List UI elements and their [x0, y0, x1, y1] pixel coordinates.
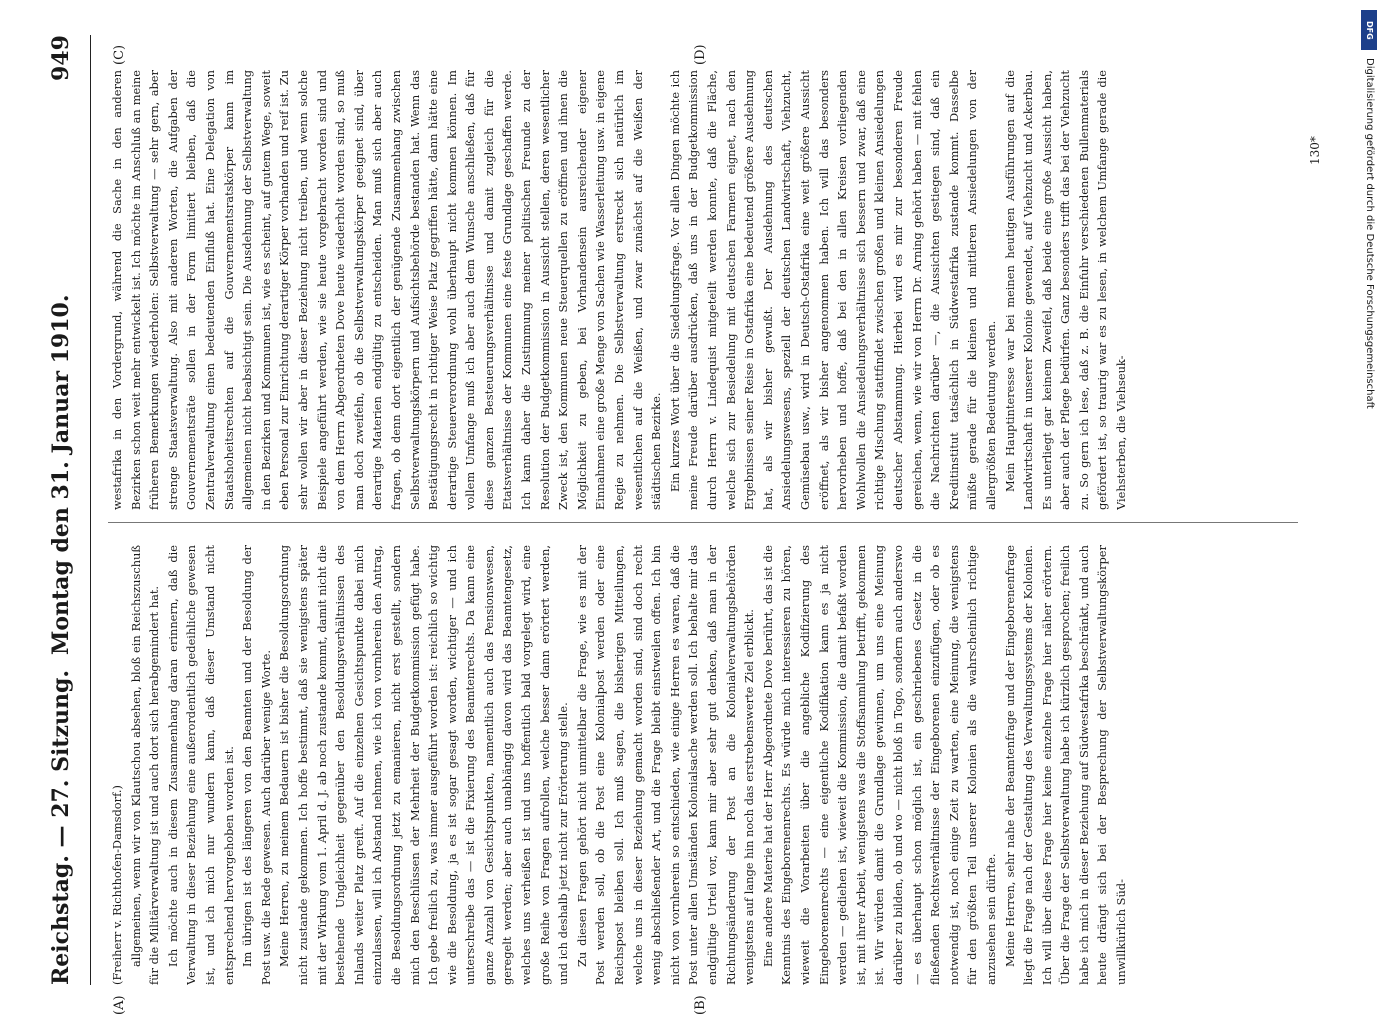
paragraph: Meine Herren, sehr nahe der Beamtenfrage und der Eingeborenenfrage liegt die Frage nach der Gestaltung des Verwaltungssystems der Kolonien. Ich will über diese Frage hier keine einzelne Frage hier näher erörtern. Über die Frage der Selbstverwaltung habe ich kürzlich gesprochen; freilich habe ich mich in dieser Beziehung auf Südwestafrika beschränkt, und auch heute drängt sich bei der Besprechung der Selbstverwaltungskörper unwillkürlich Süd- — [1002, 545, 1129, 985]
rotated-page-content — [38, 35, 1328, 1015]
paragraph: Eine andere Materie hat der Herr Abgeordnete Dove berührt, das ist die Kenntnis des Eingeborenenrechts. Es würde mich interessieren zu hören, wieweit die Vorarbeiten über die angebliche Kodifizierung des Eingeborenenrechts — eine eigentliche Kodifikation kann es ja nicht werden — gediehen ist, wieweit die Kommission, die damit befaßt worden ist, mit ihrer Arbeit, wenigstens was die Stoffsammlung betrifft, gekommen ist. Wir würden damit die Grundlage gewinnen, um uns eine Meinung darüber zu bilden, ob und wo — nicht bloß in Togo, sondern auch anderswo — es überhaupt schon möglich ist, ein geschriebenes Gesetz in die fließenden Rechtsverhältnisse der Eingeborenen einzufügen, oder ob es notwendig ist, noch einige Zeit zu warten, eine Meinung, die wenigstens für den größten Teil unserer Kolonien als die wahrscheinlich richtige anzusehen sein dürfte. — [760, 545, 998, 985]
paragraph: allgemeinen, wenn wir von Klautschou absehen, bloß ein Reichszuschuß für die Militärverwaltung ist und auch dort sich herabgemindert hat. — [128, 545, 162, 985]
footer-mark: 130* — [1308, 136, 1322, 165]
dfg-stamp — [1361, 10, 1377, 990]
left-column — [108, 545, 1298, 985]
paragraph: Mein Hauptinteresse war bei meinen heutigen Ausführungen auf die Landwirtschaft in unserer Kolonie gewendet, auf Viehzucht und Ackerbau. Es unterliegt gar keinem Zweifel, daß beide eine große Aussicht haben, aber auch der Pflege bedürfen. Ganz besonders trifft das bei der Viehzucht zu. So gern ich lese, daß z. B. die Einfuhr verschiedenen Bullenmaterials gefördert ist, so traurig war es zu lesen, in welchem Umfange gerade die Viehsterben, die Viehseuk- — [1002, 70, 1129, 510]
speaker-line: (Freiherr v. Richthofen-Damsdorf.) — [110, 785, 124, 985]
paragraph: Ich möchte auch in diesem Zusammenhang daran erinnern, daß die Verwaltung in dieser Beziehung eine außerordentlich gedeihliche gewesen ist, und ich mich nur wundern kann, daß dieser Umstand nicht entsprechend hervorgehoben worden ist. — [165, 545, 236, 985]
paragraph: Meine Herren, zu meinem Bedauern ist bisher die Besoldungsordnung nicht zustande gekommen. Ich hoffe bestimmt, daß sie wenigstens später mit der Wirkung vom 1. April d. J. ab noch zustande kommt, damit nicht die bestehende Ungleichheit gegenüber den Besoldungsverhältnissen des Inlands weiter Platz greift. Auf die einzelnen Gesichtspunkte dabei mich einzulassen, will ich Abstand nehmen, wie ich von vornherein den Antrag, die Besoldungsordnung jetzt zu emanieren, nicht erst gestellt, sondern mich den Beschlüssen der Mehrheit der Budgetkommission gefügt habe. Ich gebe freilich zu, was immer ausgeführt worden ist: reichlich so wichtig wie die Besoldung, ja es ist sogar gesagt worden, wichtiger — und ich unterschreibe das — ist die Fixierung des Beamtenrechts. Da kann eine ganze Anzahl von Gesichtspunkten, namentlich auch das Pensionswesen, geregelt werden; aber auch unabhängig davon wird das Beamtengesetz, welches uns verheißen ist und uns hoffentlich bald vorgelegt wird, eine große Reihe von Fragen aufrollen, welche besser dann erörtert werden, und ich deshalb jetzt nicht zur Erörterung stelle. — [277, 545, 571, 985]
margin-marker-a: (A) — [112, 995, 127, 1015]
digitization-credit: Digitalisierung gefördert durch die Deutsche Forschungsgemeinschaft — [1364, 58, 1375, 409]
right-column — [108, 70, 1298, 510]
column-divider — [108, 522, 1298, 523]
margin-marker-c: (C) — [112, 44, 127, 65]
paragraph: Zu diesen Fragen gehört nicht unmittelbar die Frage, wie es mit der Post werden soll, ob die Post eine Kolonialpost werden oder eine Reichspost bleiben soll. Ich muß sagen, die bisherigen Mitteilungen, welche uns in dieser Beziehung gemacht worden sind, sind doch recht wenig abschließender Art, und die Frage bleibt einstweilen offen. Ich bin nicht von vornherein so entschieden, wie einige Herren es waren, daß die Post unter allen Umständen Kolonialsache werden soll. Ich behalte mir das endgültige Urteil vor, kann mir aber sehr gut denken, daß man in der Richtungsänderung der Post an die Kolonialverwaltungsbehörden wenigstens auf lange hin noch das erstrebenswerte Ziel erblickt. — [574, 545, 757, 985]
dfg-logo: DFG — [1361, 10, 1377, 50]
paragraph: Im übrigen ist des längeren von den Beamten und der Besoldung der Post usw. die Rede gewesen. Auch darüber wenige Worte. — [240, 545, 273, 985]
header-rule — [90, 35, 91, 985]
paragraph: Ein kurzes Wort über die Siedelungsfrage. Vor allen Dingen möchte ich meine Freude darüber ausdrücken, daß uns in der Budgetkommission durch Herrn v. Lindequist mitgeteilt werden konnte, daß die Fläche, welche sich zur Besiedelung mit deutschen Farmern eignet, nach den Ergebnissen seiner Reise in Ostafrika eine bedeutend größere Ausdehnung hat, als wir bisher gewußt. Der Ausdehnung des deutschen Ansiedelungswesens, speziell der deutschen Landwirtschaft, Viehzucht, Gemüsebau usw., wird in Deutsch-Ostafrika eine weit größere Aussicht eröffnet, als wir bisher angenommen haben. Ich will das besonders hervorheben und hoffe, daß bei den in allen Kreisen vorliegenden Wohlwollen die Ansiedelungsverhältnisse sich bessern und zwar, daß eine richtige Mischung stattfindet zwischen großen und kleinen Ansiedelungen deutscher Abstammung. Hierbei wird es mir zur besonderen Freude gereichen, wenn, wie wir von Herrn Dr. Arning gehört haben — mit fehlen die Nachrichten darüber —, die Aussichten gestiegen sind, daß ein Kreditinstitut tatsächlich in Südwestafrika zustande kommt. Dasselbe müßte gerade für die kleinen und mittleren Ansiedelungen von der allergrößten Bedeutung werden. — [667, 70, 998, 510]
margin-marker-d: (D) — [693, 44, 708, 65]
page-header — [38, 35, 90, 985]
margin-marker-b: (B) — [693, 995, 708, 1015]
header-session: Reichstag. — 27. Sitzung. — [48, 669, 74, 985]
paragraph: westafrika in den Vordergrund, während die Sache in den anderen Bezirken schon weit mehr entwickelt ist. Ich möchte im Anschluß an meine früheren Bemerkungen wiederholen: Selbstverwaltung — sehr gern, aber strenge Staatsverwaltung. Also mit anderen Worten, die Aufgaben der Gouvernementsräte sollen in der Form limitiert bleiben, daß die Zentralverwaltung einen bedeutenden Einfluß hat. Eine Delegation von Staatshoheitsrechten auf die Gouvernementsratskörper kann im allgemeinen nicht beabsichtigt sein. Die Ausdehnung der Selbstverwaltung in den Bezirken und Kommunen ist, wie es scheint, auf gutem Wege, soweit eben Personal zur Einrichtung derartiger Körper vorhanden und reif ist. Zu sehr wollen wir aber in dieser Beziehung nicht treiben, und wenn solche Beispiele angeführt werden, wie sie heute vorgebracht worden sind und von dem Herrn Abgeordneten Dove heute wiederholt worden sind, so muß man doch zweifeln, ob die Selbstverwaltungskörper geeignet sind, über derartige Materien endgültig zu entscheiden. Man muß sich aber auch fragen, ob denn dort eigentlich der genügende Zusammenhang zwischen Selbstverwaltungskörpern und Aufsichtsbehörde bestanden hat. Wenn das Bestätigungsrecht in richtiger Weise Platz gegriffen hätte, dann hätte eine derartige Steuerverordnung wohl überhaupt nicht kommen können. Im vollem Umfange muß ich aber auch dem Wunsche anschließen, daß für diese ganzen Besteuerungsverhältnisse und damit zugleich für die Etatsverhältnisse der Kommunen eine feste Grundlage geschaffen werde. Ich kann daher die Zustimmung meiner politischen Freunde zu der Resolution der Budgetkommission in Aussicht stellen, deren wesentlicher Zweck ist, den Kommunen neue Steuerquellen zu eröffnen und ihnen die Möglichkeit zu geben, bei Vorhandensein ausreichender eigener Einnahmen eine große Menge von Sachen wie Wasserleitung usw. in eigene Regie zu nehmen. Die Selbstverwaltung erstreckt sich natürlich im wesentlichen auf die Weißen, und zwar zunächst auf die Weißen der städtischen Bezirke. — [110, 70, 664, 510]
page-number: 949 — [48, 35, 74, 81]
header-date: Montag den 31. Januar 1910. — [48, 294, 74, 655]
